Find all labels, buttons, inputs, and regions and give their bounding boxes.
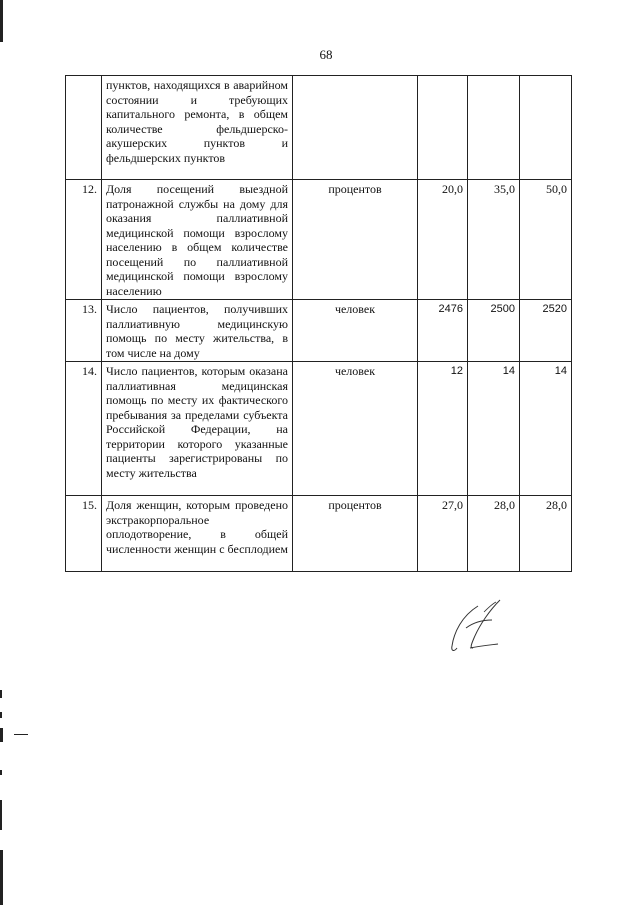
unit-cell: процентов (293, 496, 418, 572)
scan-edge-mark (0, 728, 3, 742)
scan-edge-mark (0, 690, 2, 698)
value-cell: 2500 (468, 300, 520, 362)
scan-edge-mark (0, 0, 3, 42)
signature (440, 598, 510, 658)
value-cell: 28,0 (520, 496, 572, 572)
indicator-name: пунктов, находящихся в аварийном состоянии и требующих капитального ремонта, в общем количестве фельдшерско-акушерских пунктов и фельдшерских пунктов (102, 76, 293, 180)
indicator-name: Число пациентов, получивших паллиативную медицинскую помощь по месту жительства, в том числе на дому (102, 300, 293, 362)
scan-edge-mark (14, 734, 28, 735)
unit-cell (293, 76, 418, 180)
unit-cell: человек (293, 300, 418, 362)
unit-cell: процентов (293, 180, 418, 300)
table-row (66, 180, 572, 300)
value-cell: 12 (418, 362, 468, 496)
value-cell: 2520 (520, 300, 572, 362)
unit-cell: человек (293, 362, 418, 496)
value-cell (418, 76, 468, 180)
value-cell: 20,0 (418, 180, 468, 300)
value-cell: 2476 (418, 300, 468, 362)
row-number (66, 76, 102, 180)
table-row (66, 76, 572, 180)
scan-edge-mark (0, 800, 2, 830)
value-cell: 27,0 (418, 496, 468, 572)
value-cell: 14 (520, 362, 572, 496)
value-cell: 35,0 (468, 180, 520, 300)
scan-edge-mark (0, 712, 2, 718)
indicator-name: Число пациентов, которым оказана паллиативная медицинская помощь по месту их фактического пребывания за пределами субъекта Российской Федерации, на территории которого указанные пациенты зарегистрированы по месту жительства (102, 362, 293, 496)
value-cell: 50,0 (520, 180, 572, 300)
row-number: 12. (66, 180, 102, 300)
table-row (66, 362, 572, 496)
row-number: 15. (66, 496, 102, 572)
value-cell (520, 76, 572, 180)
row-number: 14. (66, 362, 102, 496)
scan-edge-mark (0, 850, 3, 905)
scan-edge-mark (0, 770, 2, 775)
table-row (66, 300, 572, 362)
page-number: 68 (319, 47, 333, 62)
value-cell: 14 (468, 362, 520, 496)
value-cell (468, 76, 520, 180)
row-number: 13. (66, 300, 102, 362)
table-row (66, 496, 572, 572)
indicators-table (65, 75, 572, 572)
indicator-name: Доля посещений выездной патронажной службы на дому для оказания паллиативной медицинской помощи взрослому населению в общем количестве посещений по паллиативной медицинской помощи взрослому населению (102, 180, 293, 300)
value-cell: 28,0 (468, 496, 520, 572)
indicator-name: Доля женщин, которым проведено экстракорпоральное оплодотворение, в общей численности женщин с бесплодием (102, 496, 293, 572)
